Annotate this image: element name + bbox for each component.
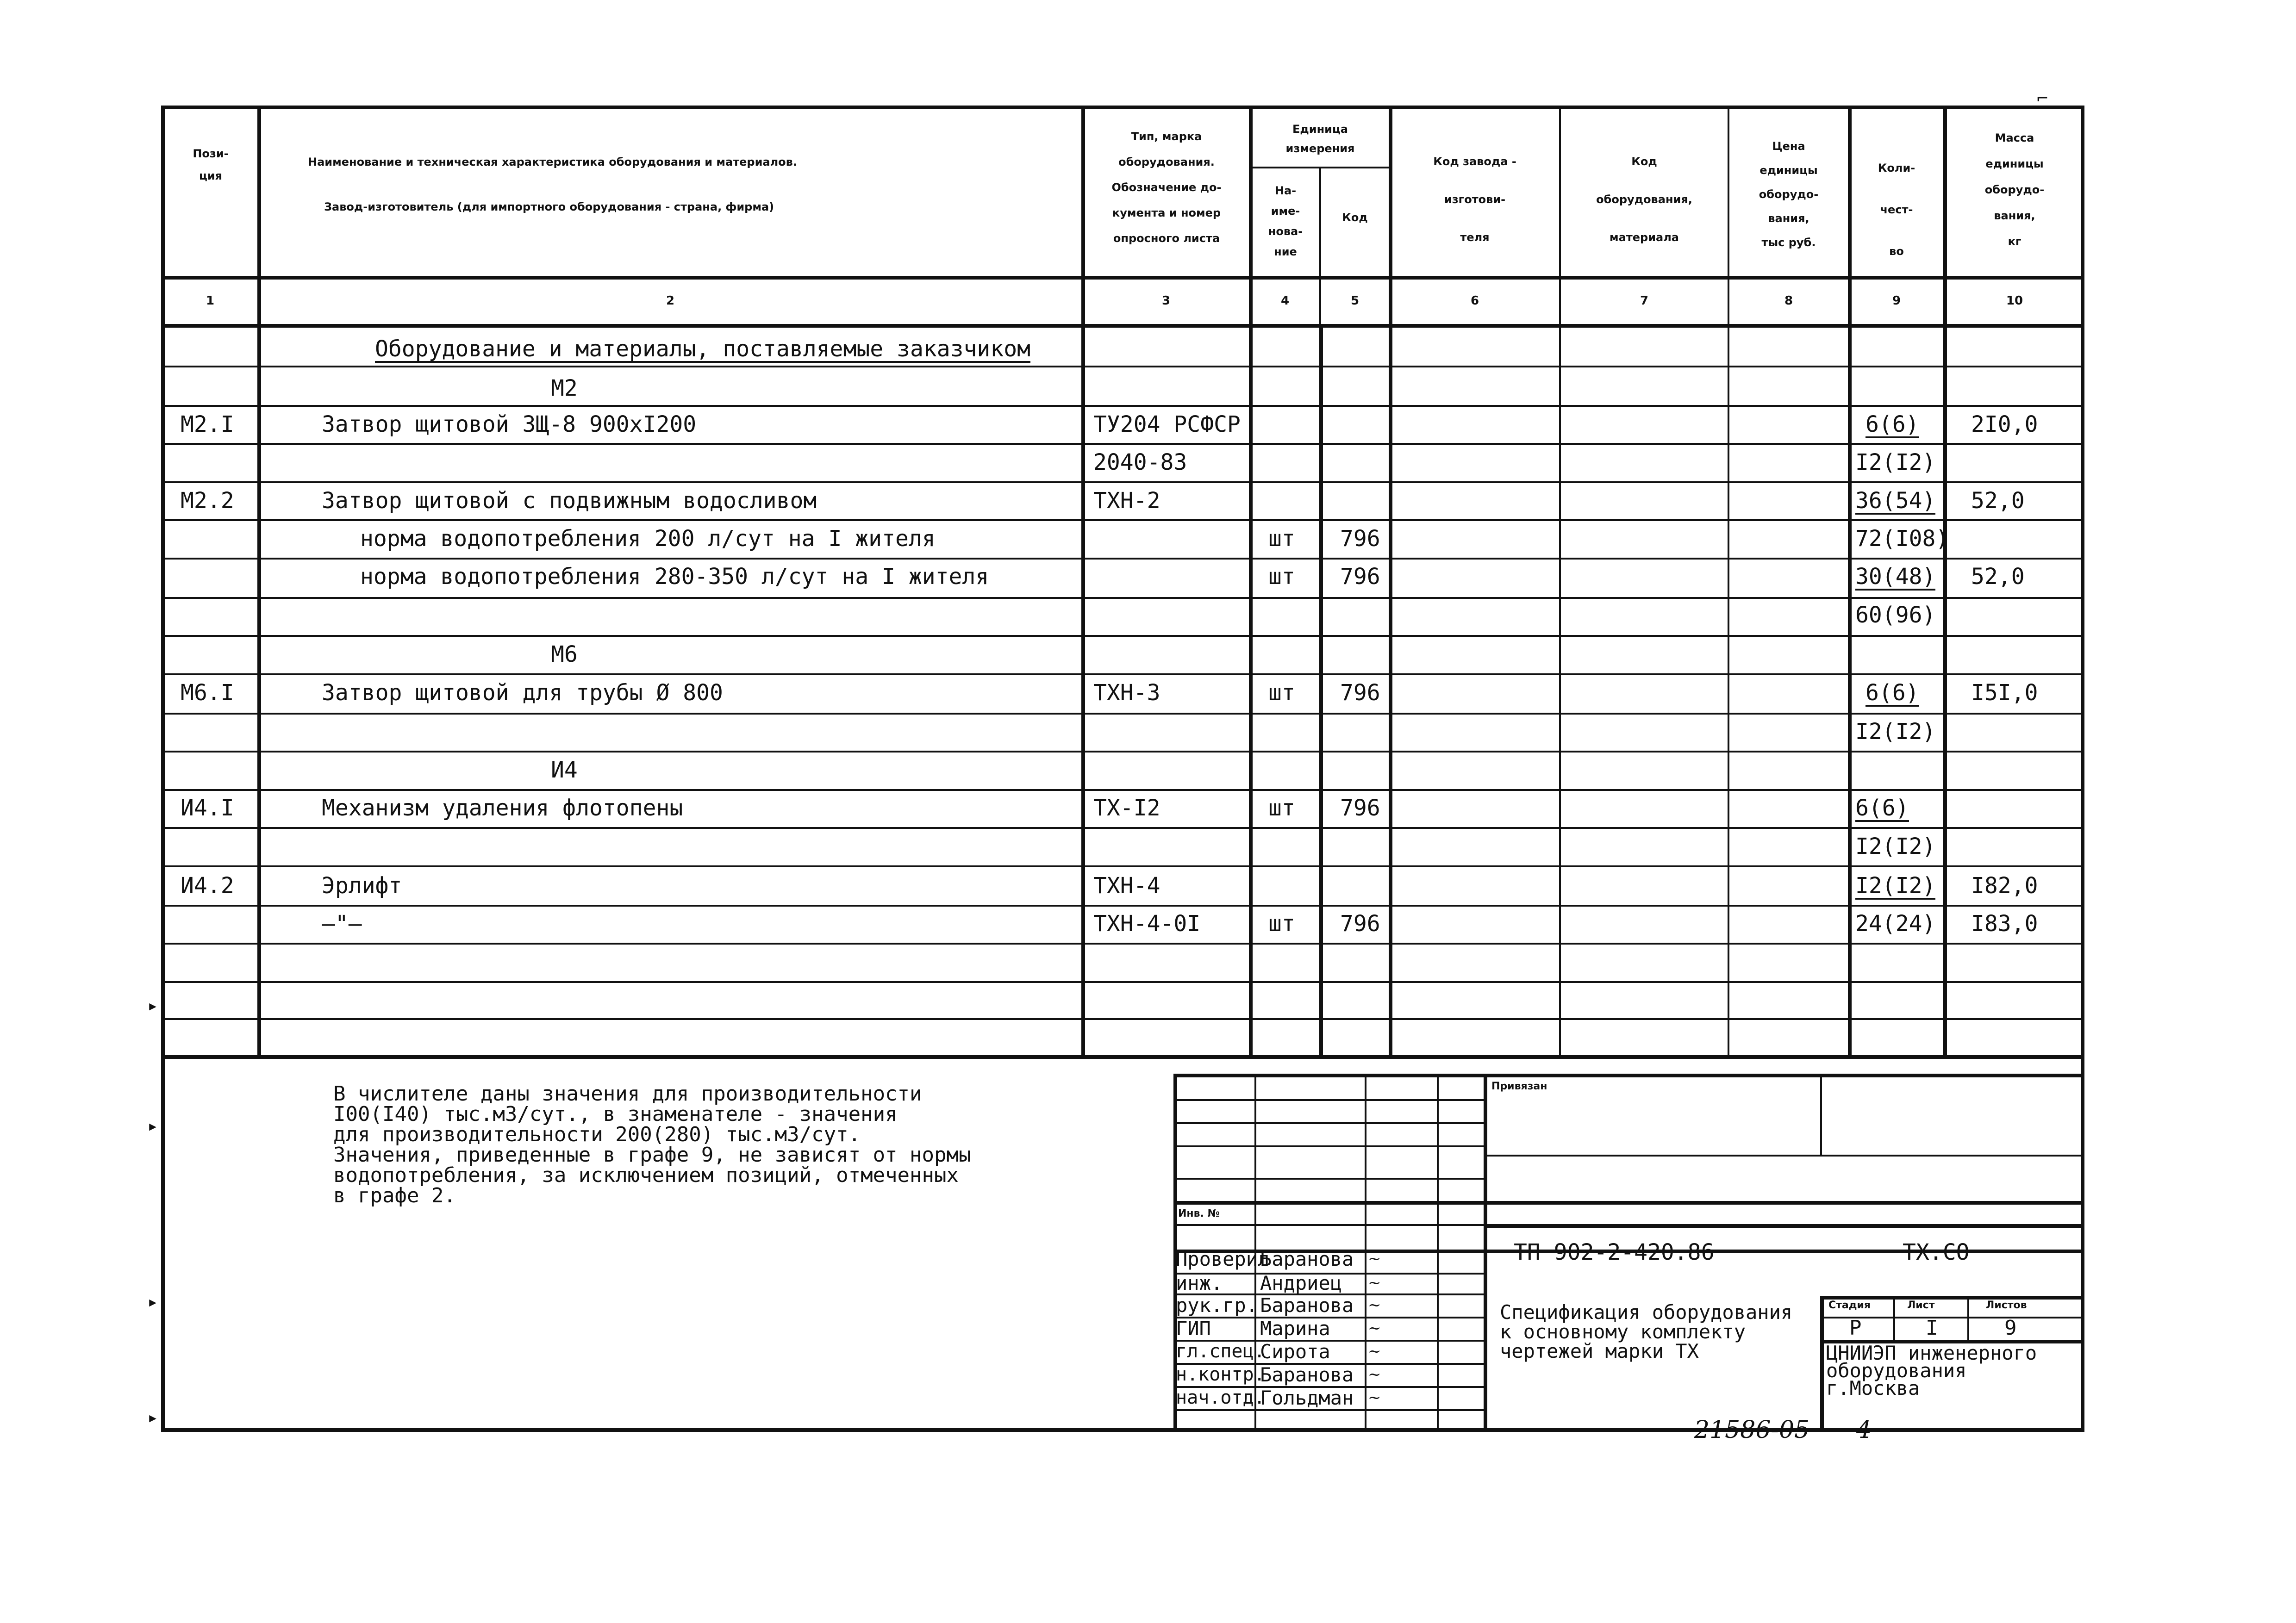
table-row-name: Механизм удаления флотопены — [322, 795, 683, 821]
table-row-name: Затвор щитовой ЗЩ-8 900хI200 — [322, 411, 697, 437]
colnum-3: 3 — [1161, 294, 1171, 308]
group-m2: М2 — [551, 375, 578, 401]
table-row-mass: 52,0 — [1971, 564, 2025, 590]
table-row-pos: И4.2 — [181, 873, 234, 899]
signature: ~ — [1368, 1388, 1381, 1407]
table-row-type: ТХН-4-0I — [1093, 911, 1201, 937]
tb-name: Андриец — [1260, 1272, 1342, 1294]
table-row-pos: И4.I — [181, 795, 234, 821]
table-row-name: норма водопотребления 200 л/сут на I жителя — [360, 526, 936, 552]
table-row-unit: шт — [1268, 526, 1295, 552]
colnum-8: 8 — [1784, 294, 1793, 308]
tb-doc-code: ТП 902-2-420.86 — [1514, 1239, 1715, 1265]
table-row-pos: М2.I — [181, 411, 234, 437]
note-text: В числителе даны значения для производительности I00(I40) тыс.м3/сут., в знаменателе - значения для производительности 200(280) тыс.м3/сут. Значения, приведенные в графе 9, не зависят от нормы водопотребления, за исключением позиций, отмеченных в графе 2. — [333, 1082, 971, 1207]
table-row-mass: I5I,0 — [1971, 680, 2038, 706]
header-col2-line2: Завод-изготовитель (для импортного оборудования - страна, фирма) — [324, 200, 774, 213]
table-row-qty: 36(54) — [1855, 488, 1936, 514]
table-row-qty: I2(I2) — [1855, 719, 1936, 745]
corner-mark: ⌐ — [2037, 88, 2048, 109]
table-row-qty: 30(48) — [1855, 564, 1936, 590]
colnum-9: 9 — [1892, 294, 1901, 308]
colnum-6: 6 — [1470, 294, 1479, 308]
table-row-name: норма водопотребления 280-350 л/сут на I жителя — [360, 564, 989, 590]
signature: ~ — [1368, 1274, 1381, 1292]
tb-name: Баранова — [1260, 1248, 1354, 1270]
table-row-qty: I2(I2) — [1855, 449, 1936, 475]
table-row-type: 2040-83 — [1093, 449, 1187, 475]
header-col5: Код — [1342, 211, 1368, 224]
section-title: Оборудование и материалы, поставляемые заказчиком — [375, 336, 1031, 362]
table-row-code: 796 — [1340, 680, 1380, 706]
stamp-number: 21586-05 — [1694, 1416, 1810, 1444]
header-col10: Масса единицы оборудо- вания, кг — [1984, 131, 2045, 248]
tb-mark: ТХ.СО — [1903, 1239, 1970, 1265]
signature: ~ — [1368, 1296, 1381, 1314]
table-row-name: Затвор щитовой для трубы Ø 800 — [322, 680, 723, 706]
margin-mark: ▸ — [147, 995, 159, 1016]
table-row-code: 796 — [1340, 795, 1380, 821]
table-row-mass: 52,0 — [1971, 488, 2025, 514]
tb-stage-label: Стадия — [1828, 1300, 1871, 1311]
header-bottom-line — [161, 276, 2084, 280]
signature: ~ — [1368, 1365, 1381, 1384]
colnum-1: 1 — [206, 294, 215, 308]
table-row-unit: шт — [1268, 680, 1295, 706]
table-row-qty: 6(6) — [1855, 795, 1909, 821]
tb-sheets: 9 — [2004, 1316, 2017, 1340]
tb-sheet-label: Лист — [1907, 1300, 1935, 1311]
colnum-2: 2 — [666, 294, 675, 308]
header-col2-line1: Наименование и техническая характеристика оборудования и материалов. — [308, 155, 797, 168]
tb-name: Гольдман — [1260, 1387, 1354, 1409]
tb-role: инж. — [1176, 1272, 1223, 1294]
table-row-unit: шт — [1268, 795, 1295, 821]
tb-privyazan: Привязан — [1491, 1081, 1547, 1092]
header-units: Единица измерения — [1285, 123, 1355, 155]
table-row-code: 796 — [1340, 911, 1380, 937]
margin-mark: ▸ — [147, 1407, 159, 1428]
signature: ~ — [1368, 1342, 1381, 1361]
group-m6: М6 — [551, 641, 578, 667]
margin-mark: ▸ — [147, 1291, 159, 1312]
tb-role: Проверил — [1176, 1248, 1270, 1270]
tb-org: ЦНИИЭП инженерного оборудования г.Москва — [1826, 1342, 2037, 1399]
header-col4: На- име- нова- ние — [1268, 184, 1303, 258]
table-row-qty: 60(96) — [1855, 602, 1936, 628]
colnum-10: 10 — [2006, 294, 2023, 308]
table-row-code: 796 — [1340, 526, 1380, 552]
tb-name: Сирота — [1260, 1340, 1330, 1363]
table-row-qty: 6(6) — [1866, 680, 1919, 706]
tb-role: н.контр. — [1176, 1364, 1265, 1385]
table-row-type: ТХ-I2 — [1093, 795, 1160, 821]
table-row-type: ТХН-3 — [1093, 680, 1160, 706]
table-row-mass: I82,0 — [1971, 873, 2038, 899]
table-row-name: Эрлифт — [322, 873, 402, 899]
tb-inv-no: Инв. № — [1178, 1208, 1220, 1219]
colnum-7: 7 — [1640, 294, 1649, 308]
tb-role: нач.отд. — [1176, 1387, 1265, 1408]
stamp-sheet: 4 — [1856, 1416, 1872, 1444]
header-col8: Цена единицы оборудо- вания, тыс руб. — [1759, 140, 1819, 249]
tb-stage: Р — [1849, 1316, 1862, 1340]
tb-sheet: I — [1926, 1316, 1938, 1340]
table-row-qty: 72(I08) — [1855, 526, 1949, 552]
table-row-name: Затвор щитовой с подвижным водосливом — [322, 488, 817, 514]
table-row-unit: шт — [1268, 911, 1295, 937]
tb-name: Баранова — [1260, 1363, 1354, 1386]
tb-sheets-label: Листов — [1986, 1300, 2027, 1311]
tb-name: Марина — [1260, 1317, 1330, 1340]
tb-role: ГИП — [1176, 1317, 1211, 1340]
tb-title: Спецификация оборудования к основному комплекту чертежей марки ТХ — [1500, 1301, 1793, 1362]
table-row-type: ТУ204 РСФСР — [1093, 411, 1241, 437]
header-col9: Коли- чест- во — [1878, 162, 1915, 258]
margin-mark: ▸ — [147, 1115, 159, 1137]
header-col1: Пози- ция — [193, 147, 229, 182]
table-row-mass: 2I0,0 — [1971, 411, 2038, 437]
table-row-unit: шт — [1268, 564, 1295, 590]
tb-role: гл.спец. — [1176, 1341, 1265, 1362]
colnum-4: 4 — [1280, 294, 1290, 308]
table-row-qty: 24(24) — [1855, 911, 1936, 937]
signature: ~ — [1368, 1319, 1381, 1337]
table-row-qty: 6(6) — [1866, 411, 1919, 437]
table-row-pos: М2.2 — [181, 488, 234, 514]
signature: ~ — [1368, 1250, 1381, 1268]
header-col7: Код оборудования, материала — [1596, 155, 1692, 244]
table-row-code: 796 — [1340, 564, 1380, 590]
tb-role: рук.гр. — [1176, 1294, 1258, 1317]
colnum-5: 5 — [1350, 294, 1360, 308]
header-col3: Тип, марка оборудования. Обозначение до- кумента и номер опросного листа — [1111, 130, 1222, 245]
table-bottom-line — [161, 1055, 2084, 1059]
table-row-pos: М6.I — [181, 680, 234, 706]
table-row-type: ТХН-4 — [1093, 873, 1160, 899]
table-row-qty: I2(I2) — [1855, 833, 1936, 859]
table-row-qty: I2(I2) — [1855, 873, 1936, 899]
tb-name: Баранова — [1260, 1294, 1354, 1317]
group-i4: И4 — [551, 757, 578, 783]
table-row-name: —"— — [322, 911, 362, 937]
table-row-type: ТХН-2 — [1093, 488, 1160, 514]
table-row-mass: I83,0 — [1971, 911, 2038, 937]
header-col6: Код завода - изготови- теля — [1433, 155, 1516, 244]
